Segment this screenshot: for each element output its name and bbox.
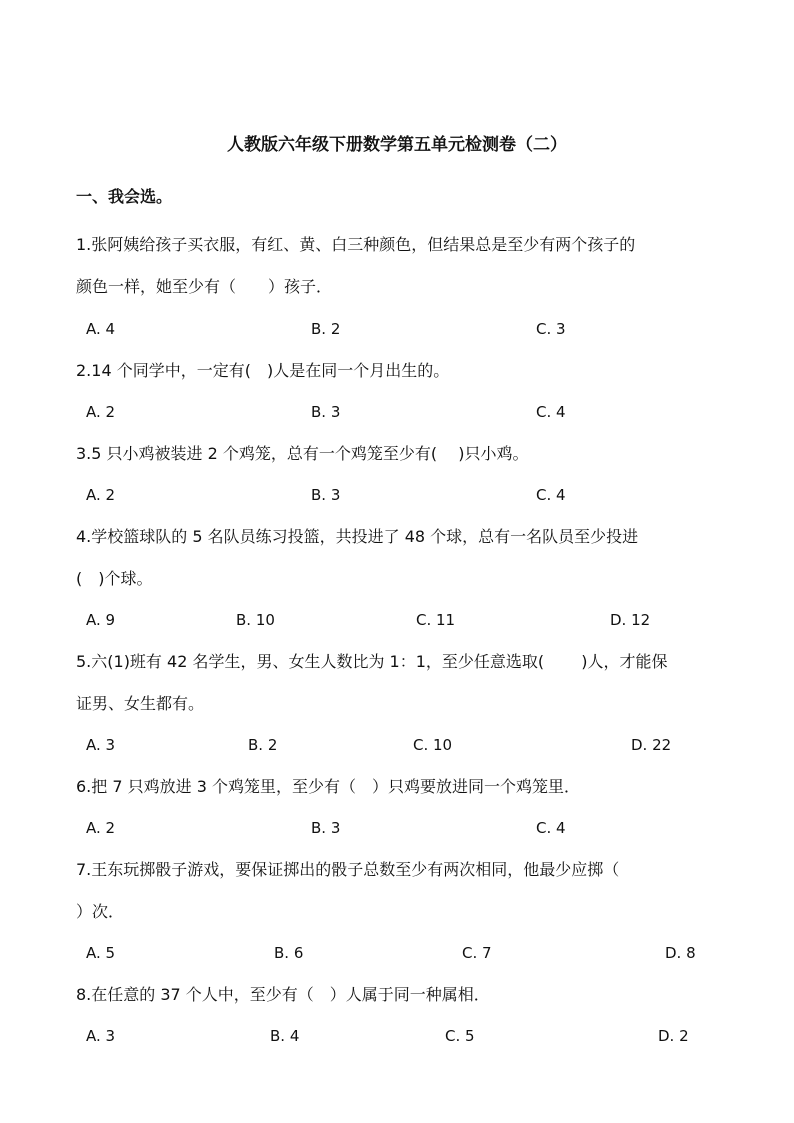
question-6-text: 6.把 7 只鸡放进 3 个鸡笼里，至少有（ ）只鸡要放进同一个鸡笼里． <box>76 777 580 796</box>
question-6-option-c[interactable]: C. 4 <box>536 819 566 837</box>
question-1-option-b[interactable]: B. 2 <box>311 320 341 338</box>
question-8-option-c[interactable]: C. 5 <box>445 1027 475 1045</box>
question-6-option-a[interactable]: A. 2 <box>86 819 116 837</box>
question-2-option-b[interactable]: B. 3 <box>311 403 341 421</box>
question-1-text-cont: 颜色一样，她至少有（ ）孩子． <box>76 277 333 296</box>
question-5-option-b[interactable]: B. 2 <box>248 736 278 754</box>
question-5-text-cont: 证男、女生都有。 <box>76 694 205 713</box>
question-1-option-a[interactable]: A. 4 <box>86 320 116 338</box>
question-4-option-a[interactable]: A. 9 <box>86 611 116 629</box>
question-8-option-b[interactable]: B. 4 <box>270 1027 300 1045</box>
question-7-option-d[interactable]: D. 8 <box>665 944 696 962</box>
question-5-option-c[interactable]: C. 10 <box>413 736 453 754</box>
question-7-text: 7.王东玩掷骰子游戏，要保证掷出的骰子总数至少有两次相同，他最少应掷（ <box>76 860 620 879</box>
question-2-option-a[interactable]: A. 2 <box>86 403 116 421</box>
question-3-option-c[interactable]: C. 4 <box>536 486 566 504</box>
question-6-option-b[interactable]: B. 3 <box>311 819 341 837</box>
question-4-option-b[interactable]: B. 10 <box>236 611 275 629</box>
question-4-option-c[interactable]: C. 11 <box>416 611 456 629</box>
question-7-text-cont: ）次． <box>76 902 125 921</box>
question-7-option-b[interactable]: B. 6 <box>274 944 304 962</box>
question-5-text: 5.六(1)班有 42 名学生，男、女生人数比为 1：1，至少任意选取( )人，才能保 <box>76 652 668 671</box>
question-5-option-d[interactable]: D. 22 <box>631 736 672 754</box>
question-8-option-d[interactable]: D. 2 <box>658 1027 689 1045</box>
question-7-option-a[interactable]: A. 5 <box>86 944 116 962</box>
question-2-text: 2.14 个同学中，一定有( )人是在同一个月出生的。 <box>76 361 450 380</box>
question-8-option-a[interactable]: A. 3 <box>86 1027 116 1045</box>
question-7-option-c[interactable]: C. 7 <box>462 944 492 962</box>
question-4-text: 4.学校篮球队的 5 名队员练习投篮，共投进了 48 个球，总有一名队员至少投进 <box>76 527 639 546</box>
question-5-option-a[interactable]: A. 3 <box>86 736 116 754</box>
question-4-text-cont: ( )个球。 <box>76 569 153 588</box>
question-1-text: 1.张阿姨给孩子买衣服，有红、黄、白三种颜色，但结果总是至少有两个孩子的 <box>76 235 636 254</box>
question-8-text: 8.在任意的 37 个人中，至少有（ ）人属于同一种属相． <box>76 985 490 1004</box>
question-3-text: 3.5 只小鸡被装进 2 个鸡笼，总有一个鸡笼至少有( )只小鸡。 <box>76 444 529 463</box>
question-4-option-d[interactable]: D. 12 <box>610 611 651 629</box>
page-title: 人教版六年级下册数学第五单元检测卷（二） <box>227 135 567 155</box>
question-3-option-b[interactable]: B. 3 <box>311 486 341 504</box>
section-heading: 一、我会选。 <box>76 187 173 206</box>
question-3-option-a[interactable]: A. 2 <box>86 486 116 504</box>
question-1-option-c[interactable]: C. 3 <box>536 320 566 338</box>
question-2-option-c[interactable]: C. 4 <box>536 403 566 421</box>
